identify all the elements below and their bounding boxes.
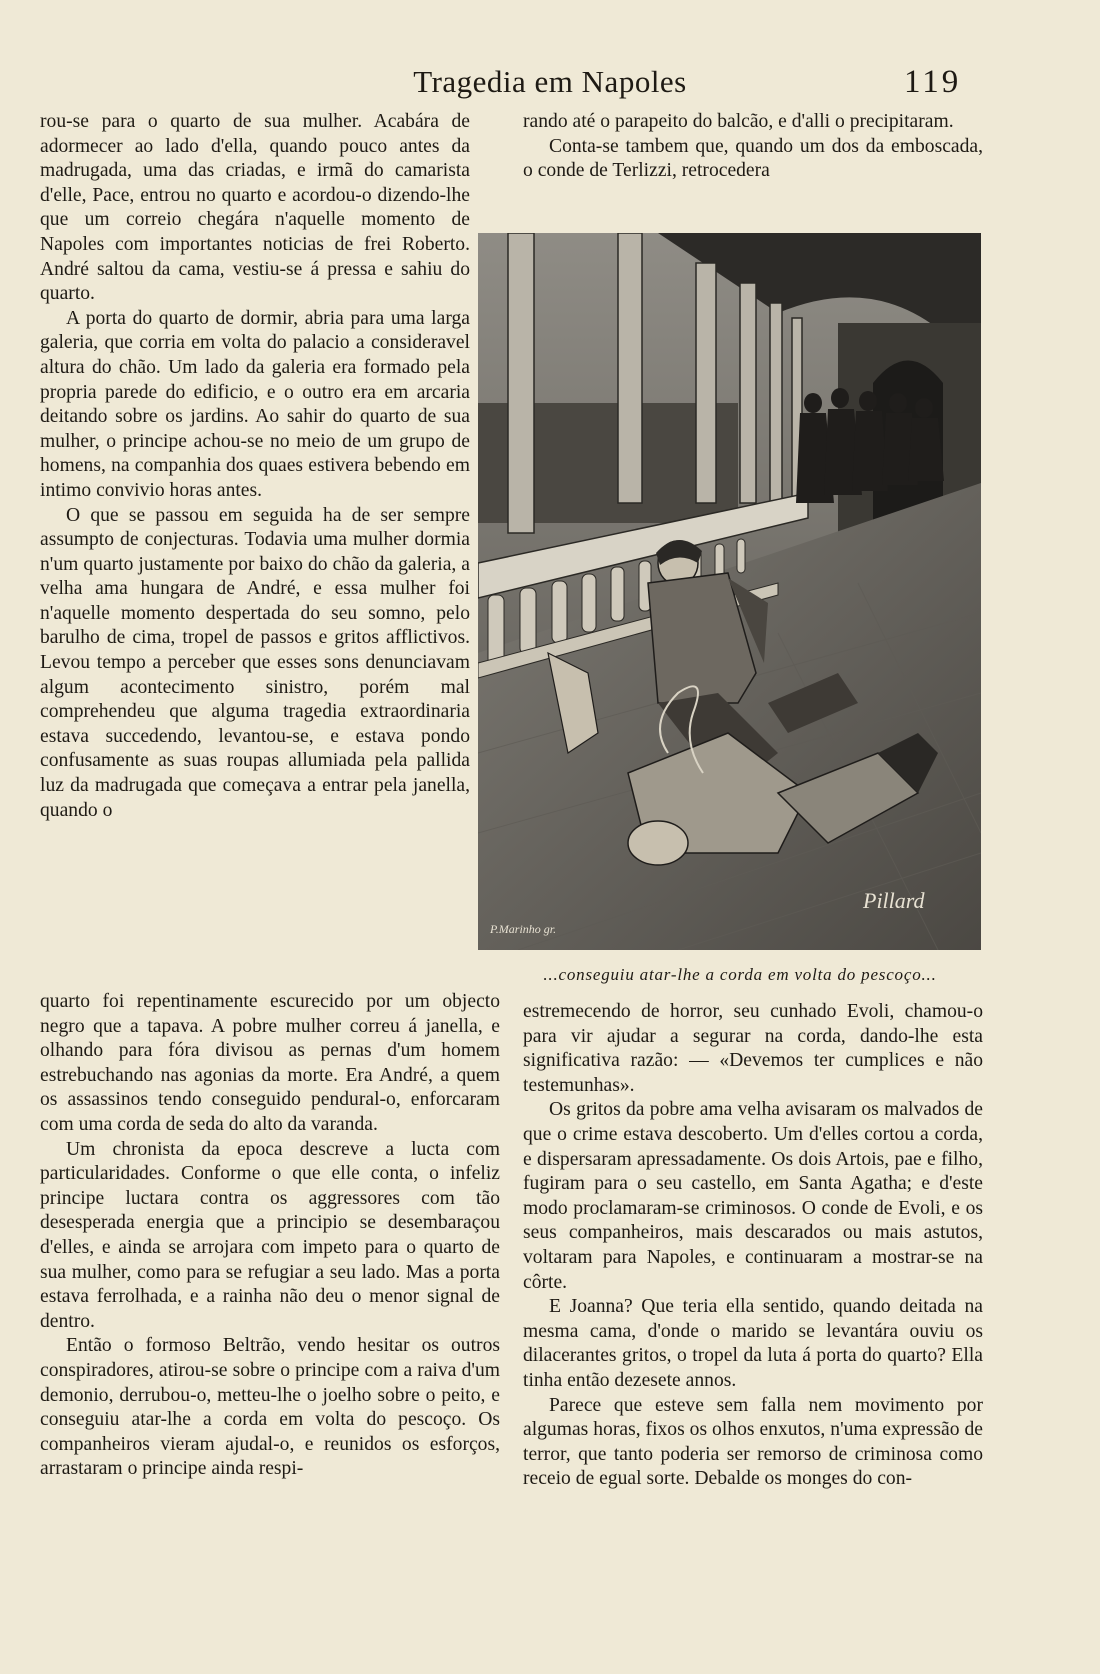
- engraver-signature: P.Marinho gr.: [490, 922, 557, 936]
- paragraph: Um chronista da epoca descreve a lucta com particularidades. Conforme o que elle conta, o infeliz principe luctara contra os aggressores com tão desesperada energia que a principio se desembaraçou d'elles, e ainda se arrojara com impeto para o quarto de sua mulher, como para se refugiar a seu lado. Mas a porta estava ferrolhada, e a rainha não deu o menor signal de dentro.: [40, 1138, 500, 1332]
- page-number: 119: [904, 64, 962, 100]
- paragraph: Então o formoso Beltrão, vendo hesitar os outros conspiradores, atirou-se sobre o principe com a raiva d'um demonio, derrubou-o, metteu-lhe o joelho sobre o peito, e conseguiu atar-lhe a corda em volta do pescoço. Os companheiros vieram ajudal-o, e reunidos os esforços, arrastaram o principe ainda respi-: [40, 1335, 500, 1480]
- left-column-top: [40, 110, 470, 823]
- paragraph: rou-se para o quarto de sua mulher. Acabára de adormecer ao lado d'ella, quando pouco antes da madrugada, uma das criadas, e irmã do camarista d'elle, Pace, entrou no quarto e acordou-o dizendo-lhe que um correio chegára n'aquelle momento de Napoles com importantes noticias de frei Roberto. André saltou da cama, vestiu-se á pressa e sahiu do quarto.: [40, 111, 470, 305]
- paragraph: Parece que esteve sem falla nem movimento por algumas horas, fixos os olhos enxutos, n'uma expressão de terror, que tanto poderia ser remorso de criminosa como receio de egual sorte. Debalde os monges do con-: [523, 1394, 983, 1490]
- paragraph: estremecendo de horror, seu cunhado Evoli, chamou-o para vir ajudar a segurar na corda, dando-lhe esta significativa razão: — «Devemos ter cumplices e não testemunhas».: [523, 1001, 983, 1096]
- paragraph: rando até o parapeito do balcão, e d'alli o precipitaram.: [523, 111, 954, 132]
- illustration-caption: ...conseguiu atar-lhe a corda em volta do pescoço...: [543, 965, 937, 984]
- artist-signature: Pillard: [863, 888, 925, 913]
- running-title: Tragedia em Napoles: [413, 64, 687, 99]
- right-column-bottom: [523, 1000, 983, 1492]
- paragraph: A porta do quarto de dormir, abria para uma larga galeria, que corria em volta do palacio a consideravel altura do chão. Um lado da galeria era formado pela propria parede do edificio, e o outro era em arcaria deitando sobre os jardins. Ao sahir do quarto de sua mulher, o principe achou-se no meio de um grupo de homens, na companhia dos quaes estivera bebendo em intimo convivio horas antes.: [40, 307, 470, 501]
- paragraph: quarto foi repentinamente escurecido por um objecto negro que a tapava. A pobre mulher correu á janella, e olhando para fóra divisou as pernas d'um homem estrebuchando nas agonias da morte. Era André, a quem os assassinos tendo conseguido pendural-o, enforcaram com uma corda de seda do alto da varanda.: [40, 991, 500, 1135]
- paragraph: Conta-se tambem que, quando um dos da emboscada, o conde de Terlizzi, retrocedera: [523, 135, 983, 182]
- engraving-illustration: [478, 233, 981, 950]
- paragraph: Os gritos da pobre ama velha avisaram os malvados de que o crime estava descoberto. Um d'elles cortou a corda, e dispersaram apressadamente. Os dois Artois, pae e filho, fugiram para o seu castello, em Santa Agatha; e d'este modo proclamaram-se criminosos. O conde de Evoli, e os seus companheiros, mais descarados ou mais astutos, voltaram para Napoles, e continuaram a mostrar-se na côrte.: [523, 1099, 983, 1293]
- illustration-drawing: [478, 233, 981, 950]
- left-column-bottom: [40, 990, 500, 1482]
- right-column-top: [523, 110, 983, 184]
- paragraph: O que se passou em seguida ha de ser sempre assumpto de conjecturas. Todavia uma mulher dormia n'um quarto justamente por baixo do chão da galeria, a velha ama hungara de André, e essa mulher foi n'aquelle momento despertada do seu somno, pelo barulho de cima, tropel de passos e gritos afflictivos. Levou tempo a perceber que esses sons denunciavam algum acontecimento sinistro, porém mal comprehendeu que alguma tragedia extraordinaria estava succedendo, levantou-se, e estava pondo confusamente as suas roupas allumiada pela pallida luz da madrugada que começava a entrar pela janella, quando o: [40, 504, 470, 821]
- paragraph: E Joanna? Que teria ella sentido, quando deitada na mesma cama, d'onde o marido se levantára ouviu os dilacerantes gritos, o tropel da luta á porta do quarto? Ella tinha então dezesete annos.: [523, 1296, 983, 1391]
